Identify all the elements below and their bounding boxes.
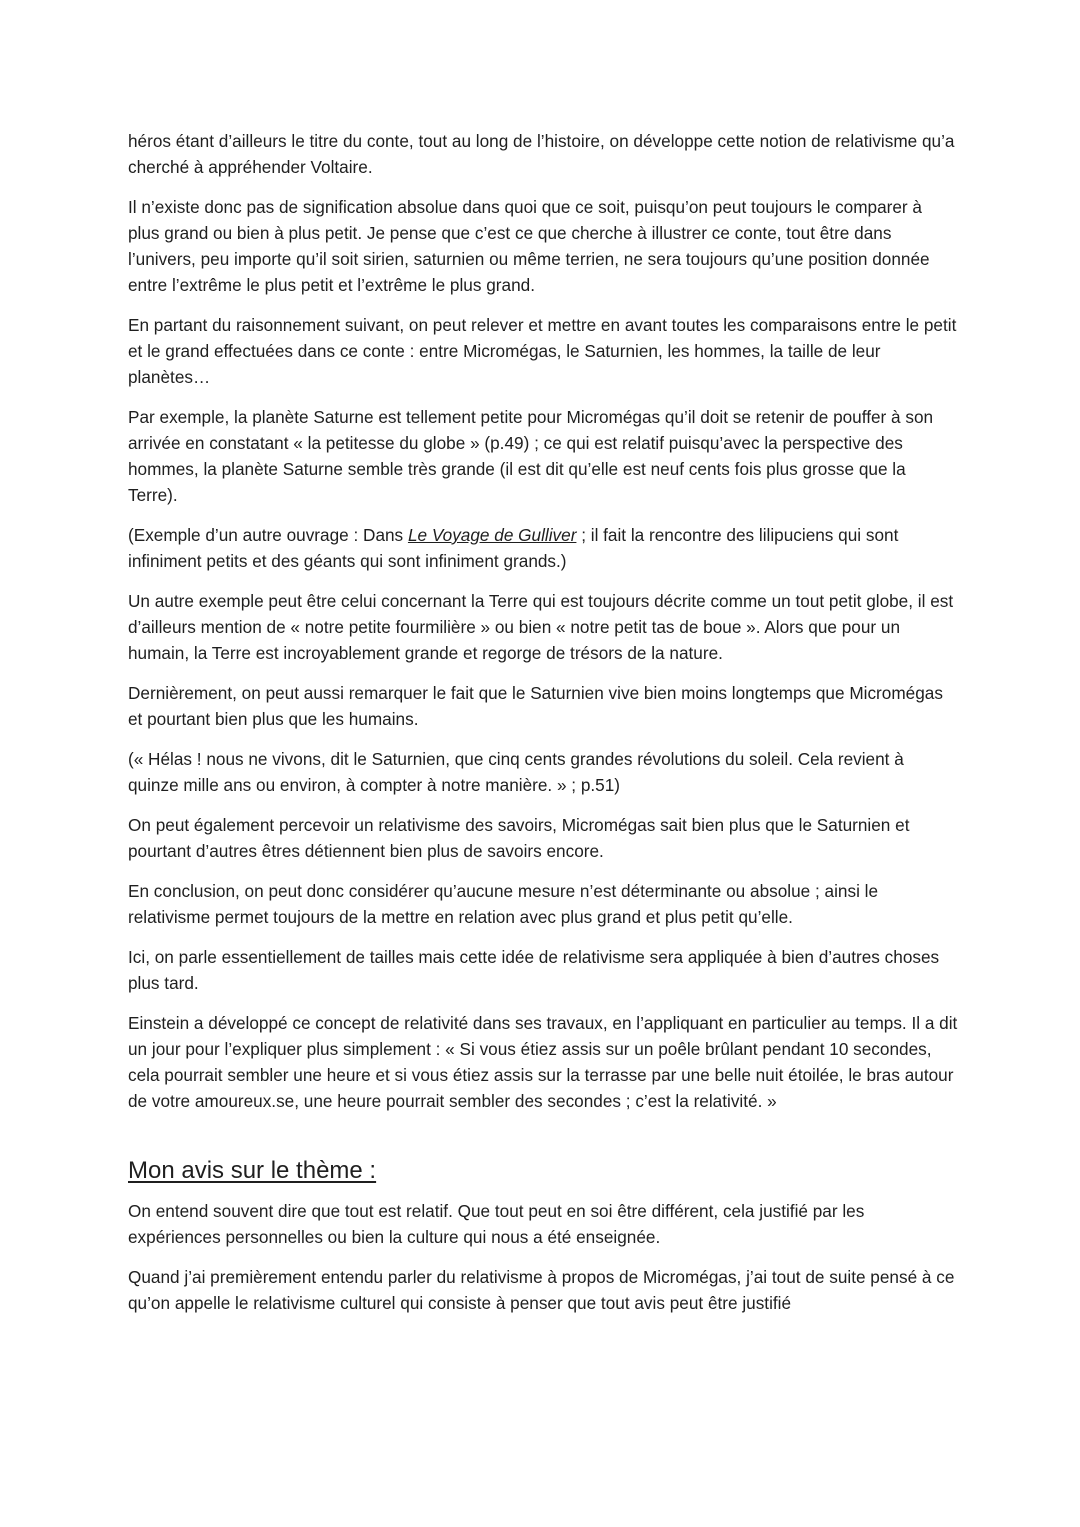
paragraph-tailles: Ici, on parle essentiellement de tailles mais cette idée de relativisme sera appliquée à bien d’autres choses plus tard.	[128, 947, 940, 993]
paragraph-relativisme-savoirs: On peut également percevoir un relativisme des savoirs, Micromégas sait bien plus que le Saturnien et pourtant d’autres êtres détiennent bien plus de savoirs encore.	[128, 815, 910, 861]
paragraph-conclusion: En conclusion, on peut donc considérer qu’aucune mesure n’est déterminante ou absolue ; ainsi le relativisme permet toujours de la mettre en relation avec plus grand et plus petit qu’elle.	[128, 881, 879, 927]
paragraph-relativisme-culturel: Quand j’ai premièrement entendu parler du relativisme à propos de Micromégas, j’ai tout de suite pensé à ce qu’on appelle le relativisme culturel qui consiste à penser que tout avis peut être justifié	[128, 1267, 955, 1313]
book-title-gulliver: Le Voyage de Gulliver	[407, 525, 577, 545]
gulliver-text-after: ; il fait la rencontre des lilipuciens qui sont infiniment petits et des géants qui sont infiniment grands.)	[128, 525, 899, 571]
paragraph-terre-globe: Un autre exemple peut être celui concernant la Terre qui est toujours décrite comme un tout petit globe, il est d’ailleurs mention de « notre petite fourmilière » ou bien « notre petit tas de boue ». Alors que pour un humain, la Terre est incroyablement grande et regorge de trésors de la nature.	[128, 591, 954, 663]
paragraph-signification-absolue: Il n’existe donc pas de signification absolue dans quoi que ce soit, puisqu’on peut toujours le comparer à plus grand ou bien à plus petit. Je pense que c’est ce que cherche à illustrer ce conte, tout être dans l’univers, peu importe qu’il soit sirien, saturnien ou même terrien, ne sera toujours qu’une position donnée entre l’extrême le plus petit et l’extrême le plus grand.	[128, 197, 930, 295]
paragraph-citation-saturnien: (« Hélas ! nous ne vivons, dit le Saturnien, que cinq cents grandes révolutions du soleil. Cela revient à quinze mille ans ou environ, à compter à notre manière. » ; p.51)	[128, 749, 904, 795]
gulliver-text-before: (Exemple d’un autre ouvrage : Dans	[128, 525, 408, 545]
paragraph-gulliver-example	[128, 522, 958, 574]
document-body	[128, 128, 958, 1330]
paragraph-tout-relatif: On entend souvent dire que tout est relatif. Que tout peut en soi être différent, cela justifié par les expériences personnelles ou bien la culture qui nous a été enseignée.	[128, 1201, 865, 1247]
paragraph-saturne-exemple: Par exemple, la planète Saturne est tellement petite pour Micromégas qu’il doit se retenir de pouffer à son arrivée en constatant « la petitesse du globe » (p.49) ; ce qui est relatif puisqu’avec la perspective des hommes, la planète Saturne semble très grande (il est dit qu’elle est neuf cents fois plus grosse que la Terre).	[128, 407, 934, 505]
paragraph-heros-titre: héros étant d’ailleurs le titre du conte, tout au long de l’histoire, on développe cette notion de relativisme qu’a cherché à appréhender Voltaire.	[128, 131, 955, 177]
paragraph-saturnien-longevite: Dernièrement, on peut aussi remarquer le fait que le Saturnien vive bien moins longtemps que Micromégas et pourtant bien plus que les humains.	[128, 683, 943, 729]
paragraph-einstein: Einstein a développé ce concept de relativité dans ses travaux, en l’appliquant en particulier au temps. Il a dit un jour pour l’expliquer plus simplement : « Si vous étiez assis sur un poêle brûlant pendant 10 secondes, cela pourrait sembler une heure et si vous étiez assis sur la terrasse par une belle nuit étoilée, le bras autour de votre amoureux.se, une heure pourrait sembler des secondes ; c’est la relativité. »	[128, 1013, 958, 1111]
section-heading-avis: Mon avis sur le thème :	[128, 1157, 377, 1184]
paragraph-comparaisons: En partant du raisonnement suivant, on peut relever et mettre en avant toutes les comparaisons entre le petit et le grand effectuées dans ce conte : entre Micromégas, le Saturnien, les hommes, la taille de leur planètes…	[128, 315, 957, 387]
